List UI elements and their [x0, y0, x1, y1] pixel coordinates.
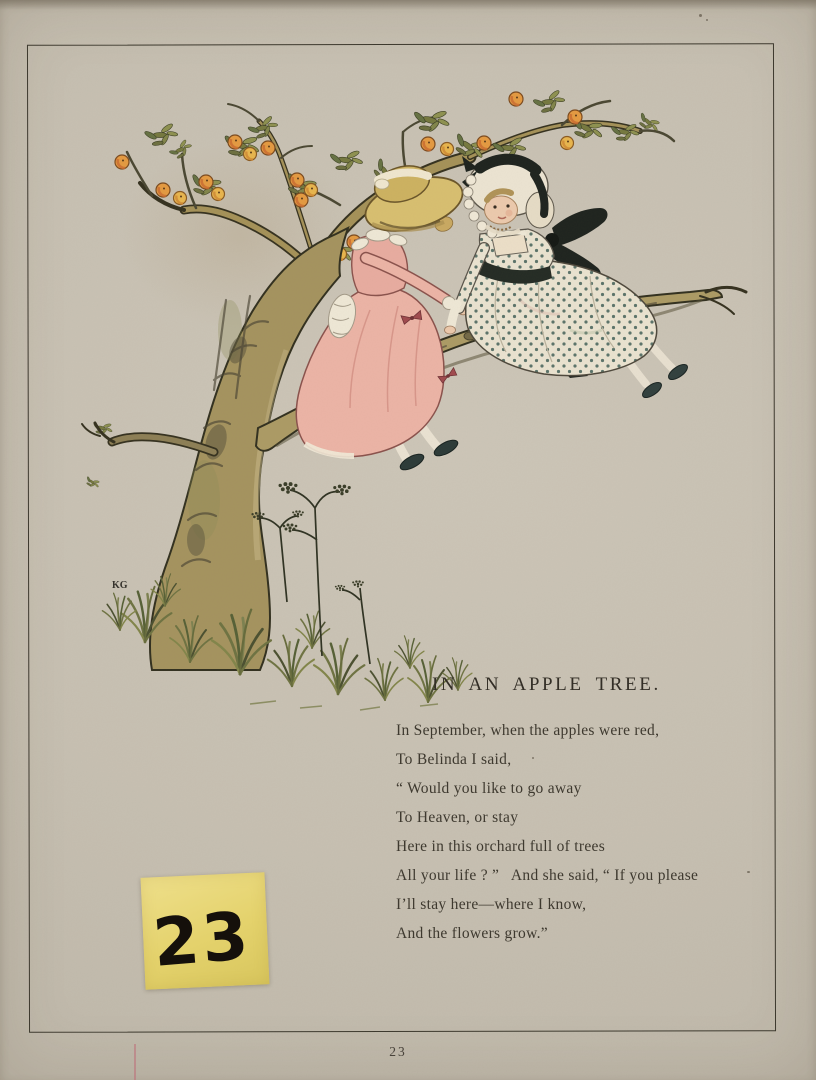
pink-pencil-mark [134, 1044, 136, 1080]
poem-line: I’ll stay here—where I know, [396, 896, 587, 913]
poem-line: To Heaven, or stay [396, 809, 519, 826]
poem-line: Here in this orchard full of trees [396, 838, 606, 855]
page-number: 23 [389, 1044, 407, 1059]
poem-line: In September, when the apples were red, [396, 722, 660, 739]
poem-line: “ Would you like to go away [396, 780, 582, 797]
poem-title: IN AN APPLE TREE. [432, 674, 661, 695]
paper-speck [699, 14, 702, 17]
poem-line: All your life ? ” And she said, “ If you please [396, 867, 699, 884]
paper-speck [532, 757, 534, 759]
poem-line: And the flowers grow.” [396, 925, 548, 942]
paper-speck [706, 19, 708, 21]
sticky-note [141, 872, 270, 990]
poem-line: To Belinda I said, [396, 751, 512, 768]
poem [396, 716, 698, 948]
sticky-note-number: 23 [150, 897, 254, 982]
paper-speck [747, 871, 750, 873]
